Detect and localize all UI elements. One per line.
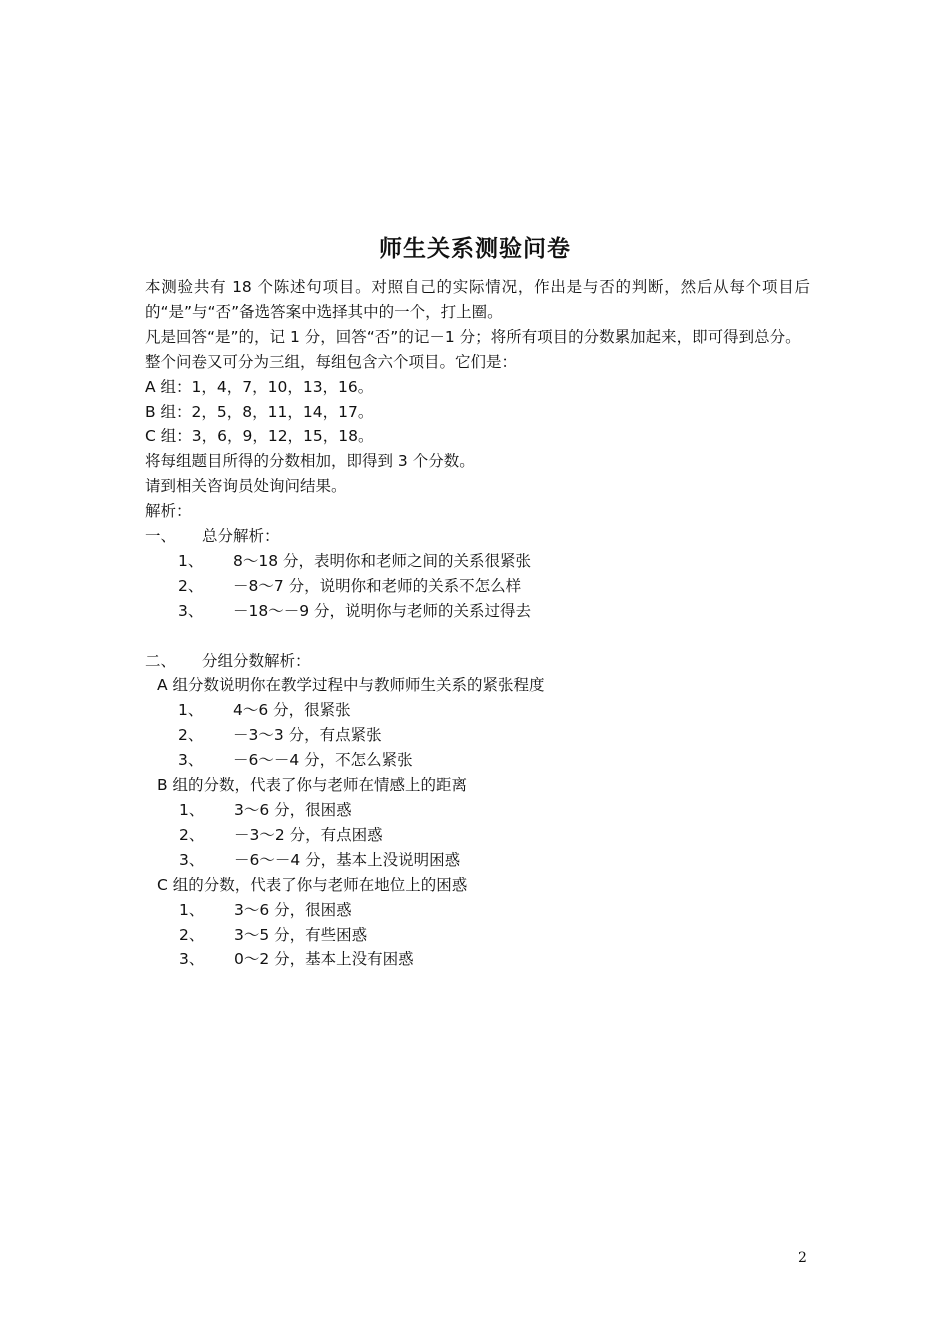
item-number: 3、 — [178, 751, 204, 770]
item-number: 2、 — [178, 576, 204, 595]
item-text: 0～2 分，基本上没有困惑 — [234, 950, 414, 969]
section-2-label: 分组分数解析： — [202, 651, 311, 670]
item-text: －6～－4 分，基本上没说明困惑 — [234, 850, 461, 869]
item-number: 3、 — [179, 950, 205, 969]
analysis-heading: 解析： — [145, 502, 192, 521]
section-1-item — [145, 599, 810, 624]
page-number: 2 — [798, 1250, 807, 1266]
section-2-heading — [145, 649, 810, 674]
item-text: －8～7 分，说明你和老师的关系不怎么样 — [233, 576, 522, 595]
document-body — [145, 275, 810, 972]
item-number: 1、 — [178, 551, 204, 570]
item-text: 3～6 分，很困惑 — [234, 900, 352, 919]
item-text: －18～－9 分，说明你与老师的关系过得去 — [233, 601, 532, 620]
section-1-number: 一、 — [145, 527, 177, 546]
group-a-item — [145, 723, 810, 748]
group-b-heading: B 组的分数，代表了你与老师在情感上的距离 — [157, 776, 468, 795]
document-title: 师生关系测验问卷 — [379, 236, 571, 262]
group-a-items: A 组：1，4，7，10，13，16。 — [145, 377, 374, 396]
section-1-item — [145, 549, 810, 574]
item-number: 1、 — [179, 900, 205, 919]
item-text: 4～6 分，很紧张 — [233, 701, 351, 720]
item-text: －3～2 分，有点困惑 — [234, 825, 383, 844]
spacer — [145, 624, 810, 649]
section-1-heading — [145, 524, 810, 549]
group-c-heading: C 组的分数，代表了你与老师在地位上的困惑 — [157, 875, 468, 894]
item-number: 1、 — [179, 801, 205, 820]
group-a-item — [145, 748, 810, 773]
item-text: 3～6 分，很困惑 — [234, 801, 352, 820]
item-number: 1、 — [178, 701, 204, 720]
item-number: 2、 — [179, 925, 205, 944]
intro-paragraph-7: 将每组题目所得的分数相加，即得到 3 个分数。 — [145, 452, 475, 471]
group-c-item — [145, 947, 810, 972]
group-b-item — [145, 848, 810, 873]
group-a-heading: A 组分数说明你在教学过程中与教师师生关系的紧张程度 — [157, 676, 545, 695]
item-text: －3～3 分，有点紧张 — [233, 726, 382, 745]
group-c-items: C 组：3，6，9，12，15，18。 — [145, 427, 374, 446]
group-a-item — [145, 698, 810, 723]
section-2-number: 二、 — [145, 651, 177, 670]
item-text: 8～18 分，表明你和老师之间的关系很紧张 — [233, 551, 532, 570]
item-number: 3、 — [178, 601, 204, 620]
group-b-item — [145, 823, 810, 848]
item-number: 3、 — [179, 850, 205, 869]
intro-paragraph-8: 请到相关咨询员处询问结果。 — [145, 477, 347, 496]
group-c-item — [145, 923, 810, 948]
item-number: 2、 — [178, 726, 204, 745]
item-text: －6～－4 分，不怎么紧张 — [233, 751, 413, 770]
group-b-items: B 组：2，5，8，11，14，17。 — [145, 402, 374, 421]
intro-paragraph-1: 本测验共有 18 个陈述句项目。对照自己的实际情况，作出是与否的判断，然后从每个项目后的“是”与“否”备选答案中选择其中的一个，打上圈。 — [145, 278, 810, 321]
item-number: 2、 — [179, 825, 205, 844]
item-text: 3～5 分，有些困惑 — [234, 925, 368, 944]
intro-paragraph-3: 整个问卷又可分为三组，每组包含六个项目。它们是： — [145, 352, 518, 371]
intro-paragraph-2: 凡是回答“是”的，记 1 分，回答“否”的记－1 分；将所有项目的分数累加起来，即可得到总分。 — [145, 327, 801, 346]
group-b-item — [145, 798, 810, 823]
section-1-item — [145, 574, 810, 599]
group-c-item — [145, 898, 810, 923]
section-1-label: 总分解析： — [202, 527, 280, 546]
